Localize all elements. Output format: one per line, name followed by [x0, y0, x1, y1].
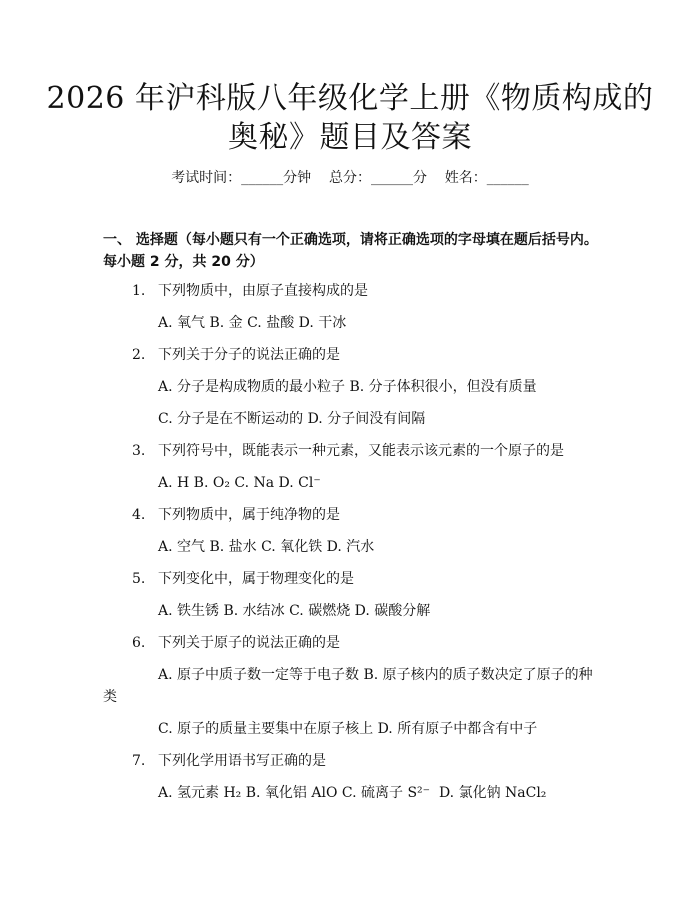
question-options: A. 原子中质子数一定等于电子数 B. 原子核内的质子数决定了原子的种 — [158, 667, 593, 683]
question-text: 下列变化中，属于物理变化的是 — [158, 571, 354, 587]
question-text: 下列关于原子的说法正确的是 — [158, 635, 340, 651]
question-number: 6. — [132, 635, 146, 651]
question-options-wrap: 类 — [103, 689, 117, 705]
question-options: A. H B. O₂ C. Na D. Cl⁻ — [158, 475, 321, 491]
document-title-line1: 2026 年沪科版八年级化学上册《物质构成的 — [46, 81, 654, 116]
question-number: 4. — [132, 507, 146, 523]
question-number: 1. — [132, 283, 146, 299]
question-number: 7. — [132, 753, 146, 769]
document-title-line2: 奥秘》题目及答案 — [228, 120, 472, 155]
question-options: A. 分子是构成物质的最小粒子 B. 分子体积很小，但没有质量 — [158, 379, 537, 395]
question-options: A. 氧气 B. 金 C. 盐酸 D. 干冰 — [158, 315, 347, 331]
question-text: 下列化学用语书写正确的是 — [158, 753, 326, 769]
question-text: 下列物质中，由原子直接构成的是 — [158, 283, 368, 299]
question-text: 下列符号中，既能表示一种元素，又能表示该元素的一个原子的是 — [158, 443, 564, 459]
question-options: A. 氢元素 H₂ B. 氧化铝 AlO C. 硫离子 S²⁻ D. 氯化钠 NaCl₂ — [158, 785, 547, 801]
question-number: 2. — [132, 347, 146, 363]
question-options: C. 分子是在不断运动的 D. 分子间没有间隔 — [158, 411, 426, 427]
question-number: 3. — [132, 443, 146, 459]
section-heading-line1: 一、 选择题（每小题只有一个正确选项，请将正确选项的字母填在题后括号内。 — [103, 232, 598, 248]
question-options: A. 铁生锈 B. 水结冰 C. 碳燃烧 D. 碳酸分解 — [158, 603, 431, 619]
question-text: 下列关于分子的说法正确的是 — [158, 347, 340, 363]
exam-meta-fields: 考试时间：______分钟 总分：______分 姓名：______ — [171, 170, 529, 186]
question-options: C. 原子的质量主要集中在原子核上 D. 所有原子中都含有中子 — [158, 721, 538, 737]
section-heading-line2: 每小题 2 分，共 20 分） — [103, 254, 264, 270]
question-number: 5. — [132, 571, 146, 587]
question-options: A. 空气 B. 盐水 C. 氧化铁 D. 汽水 — [158, 539, 375, 555]
question-text: 下列物质中，属于纯净物的是 — [158, 507, 340, 523]
